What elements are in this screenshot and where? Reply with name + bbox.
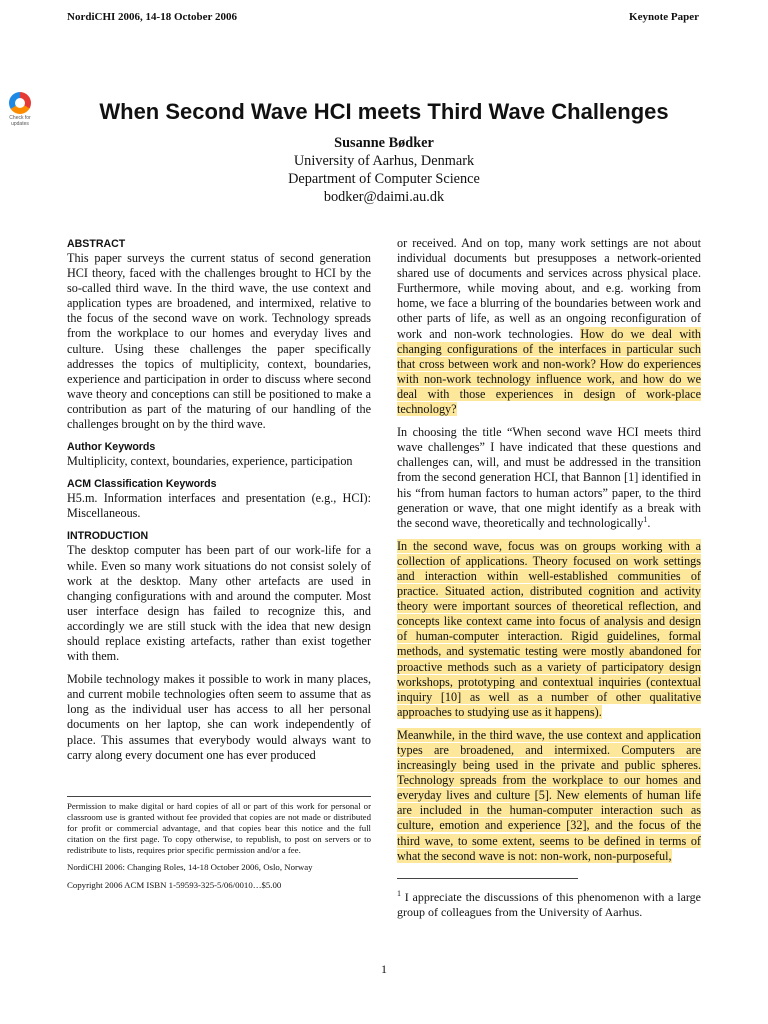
highlighted-second-wave-passage[interactable]: In the second wave, focus was on groups working with a collection of applications. Theory focused on work settings and interaction within well-established communities of practice. Situated action, distributed cognition and activity theory were important sources of theoretical reflection, and concepts like context came into focus of analysis and design of human-computer interaction. Rigid guidelines, formal methods, and systematic testing were mostly abandoned for proactive methods such as a variety of participatory design workshops, prototyping and contextual inquiries (contextual inquiry [10] as well as a number of other qualitative approaches to studying use as it happens). [397, 538, 701, 719]
introduction-paragraph-2: Mobile technology makes it possible to work in many places, and current mobile technologies often seem to assume that as long as the individual user has access to all her personal documents on her laptop, she can work independently of place. This assumes that everybody would always want to carry along every document one has ever produced [67, 672, 371, 762]
running-header-paper-type: Keynote Paper [629, 11, 699, 23]
footnote-marker: 1 [397, 889, 401, 898]
footnote-reference-1[interactable]: 1 [643, 514, 648, 524]
running-header-conference: NordiCHI 2006, 14-18 October 2006 [67, 11, 237, 23]
permission-notice-box [67, 796, 371, 891]
right-paragraph-2-end: . [647, 515, 651, 530]
badge-label-line2: updates [11, 121, 29, 127]
right-column [397, 236, 701, 864]
introduction-heading: INTRODUCTION [67, 530, 149, 543]
author-affiliation-department: Department of Computer Science [288, 171, 480, 187]
author-keywords-heading: Author Keywords [67, 441, 156, 454]
author-email: bodker@daimi.au.dk [323, 189, 445, 205]
right-paragraph-1 [397, 236, 701, 417]
permission-notice-text: Permission to make digital or hard copies of all or part of this work for personal or classroom use is granted without fee provided that copies are not made or distributed for profit or commercial advantage, and that copies bear this notice and the full citation on the first page. To copy otherwise, to republish, to post on servers or to redistribute to lists, requires prior specific permission and/or a fee. [67, 801, 371, 856]
footnote-divider [397, 878, 578, 879]
right-paragraph-1-text: or received. And on top, many work settings are not about individual documents but presupposes a network-oriented shared use of documents and services across physical place. Furthermore, while moving about, and e.g. working from home, we face a blurring of the boundaries between work and other parts of life, as well as an ongoing reconfiguration of work and non-work technologies. [397, 236, 701, 341]
badge-label-line1: Check for [9, 115, 31, 121]
right-paragraph-4 [397, 728, 701, 864]
copyright-line: Copyright 2006 ACM ISBN 1-59593-325-5/06/0010…$5.00 [67, 879, 282, 890]
paper-title: When Second Wave HCI meets Third Wave Challenges [99, 99, 669, 124]
right-paragraph-3 [397, 539, 701, 720]
conference-citation: NordiCHI 2006: Changing Roles, 14-18 October 2006, Oslo, Norway [67, 862, 313, 873]
author-keywords-text: Multiplicity, context, boundaries, experience, participation [67, 454, 353, 469]
introduction-paragraph-1: The desktop computer has been part of our work-life for a while. Even so many work situations do not consist solely of work at the desktop. Many other artefacts are used in changing configurations with and around the computer. Most user interface design has failed to recognize this, and accordingly we are still stuck with the idea that new design should replace existing artefacts, rather than exist together with them. [67, 543, 371, 664]
abstract-heading: ABSTRACT [67, 238, 126, 250]
page-number: 1 [381, 962, 387, 976]
abstract-text: This paper surveys the current status of second generation HCI theory, faced with the challenges brought to HCI by the so-called third wave. In the third wave, the use context and application types are broadened, and intermixed, relative to the focus of the second wave on work. Technology spreads from the workplace to our homes and everyday lives and culture. Using these challenges the paper specifically addresses the topics of multiplicity, context, boundaries, experience and participation in order to discuss where second wave theory and conceptions can still be positioned to make a contribution as part of the maturing of our handling of the challenges brought on by the third wave. [67, 251, 371, 432]
highlighted-question-passage[interactable]: How do we deal with changing configurations of the interfaces in particular such that cross between work and non-work? How do experiences with non-work technology influence work, and how do we deal with those experiences in design of work-place technology? [397, 326, 701, 417]
right-paragraph-2-text: In choosing the title “When second wave HCI meets third wave challenges” I have indicated that these questions and challenges can, will, and must be addressed in the transition from the second generation HCI, that Bannon [1] identified in his “from human factors to human actors” paper, to the third generation or wave, that one might identify as a break with the second wave, theoretically and technologically [397, 425, 701, 530]
author-name: Susanne Bødker [334, 135, 434, 151]
left-column [67, 236, 371, 763]
acm-keywords-text: H5.m. Information interfaces and presentation (e.g., HCI): Miscellaneous. [67, 491, 371, 521]
author-affiliation-university: University of Aarhus, Denmark [293, 153, 475, 169]
acm-keywords-heading: ACM Classification Keywords [67, 478, 217, 491]
footnote [397, 890, 701, 920]
footnote-text: I appreciate the discussions of this phenomenon with a large group of colleagues from the University of Aarhus. [397, 890, 701, 919]
highlighted-third-wave-passage[interactable]: Meanwhile, in the third wave, the use context and application types are broadened, and intermixed. Computers are increasingly being used in the private and public spheres. Technology spreads from the workplace to our homes and everyday lives and culture [5]. New elements of human life are included in the human-computer interaction such as culture, emotion and experience [32], and the focus of the third wave, to some extent, seems to be defined in terms of what the second wave is not: non-work, non-purposeful, [397, 727, 701, 863]
right-paragraph-2 [397, 425, 701, 531]
author-block [0, 134, 768, 206]
